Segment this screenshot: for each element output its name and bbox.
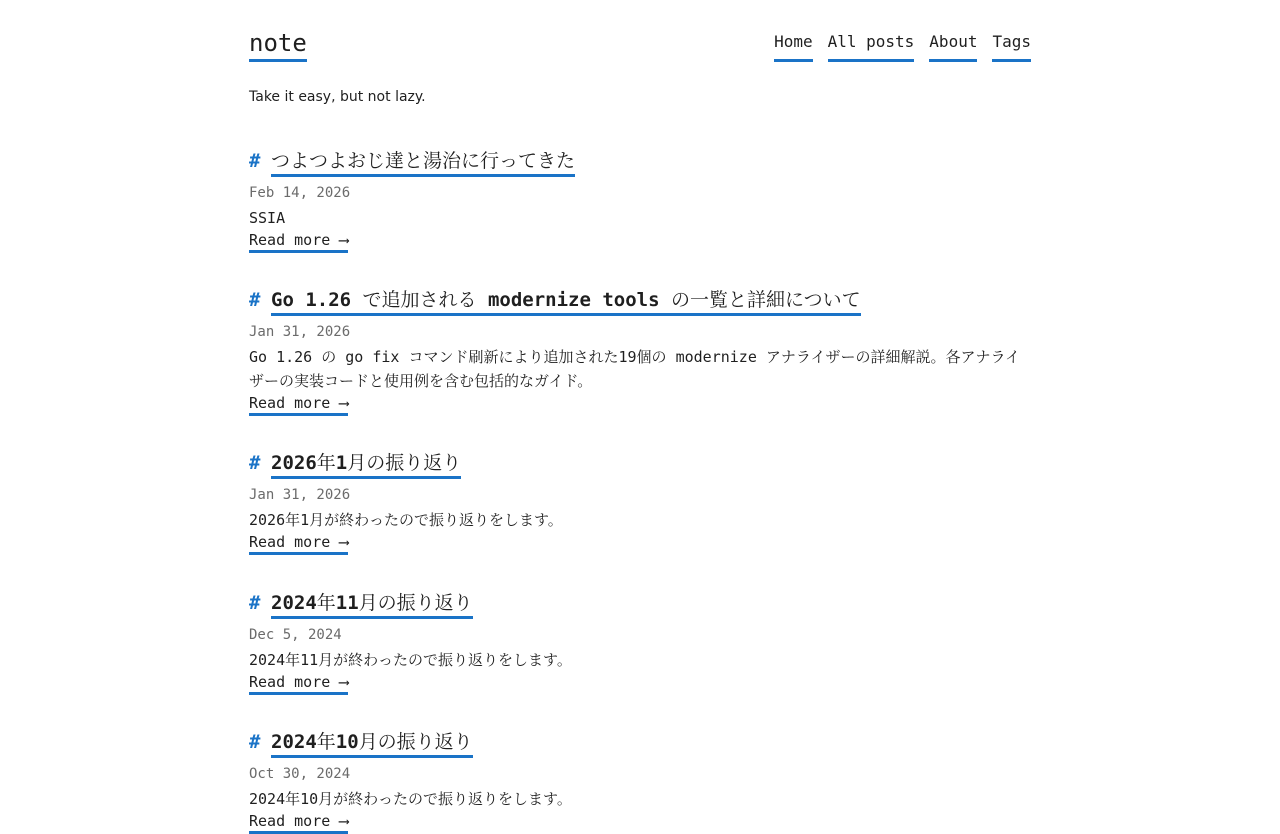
post-title-row — [249, 590, 1031, 619]
post-title-segment: 年 — [316, 592, 336, 614]
post-date: Jan 31, 2026 — [249, 324, 351, 340]
nav-tags[interactable]: Tags — [992, 31, 1031, 62]
post-item — [249, 148, 1031, 253]
post-title-link[interactable] — [271, 729, 473, 758]
post-title-segment: 年 — [316, 452, 336, 474]
post-title-segment: 月の振り返り — [358, 731, 473, 753]
post-item — [249, 450, 1031, 555]
post-title-row — [249, 148, 1031, 177]
post-title-segment: 月の振り返り — [347, 452, 462, 474]
post-title-segment: 2026 — [271, 452, 317, 474]
post-summary: 2026年1月が終わったので振り返りをします。 — [249, 511, 563, 529]
post-date: Feb 14, 2026 — [249, 185, 351, 201]
post-title-segment: 1 — [335, 452, 348, 474]
site-header — [249, 0, 1031, 70]
page-container — [249, 0, 1031, 830]
post-title-segment: 11 — [335, 592, 359, 614]
read-more-link[interactable]: Read more ⟶ — [249, 811, 348, 834]
post-title-row — [249, 287, 1031, 316]
post-title-link[interactable] — [271, 590, 473, 619]
site-tagline: Take it easy, but not lazy. — [249, 89, 426, 105]
post-title-segment: つよつよおじ達と湯治に行ってきた — [271, 150, 576, 172]
post-hash-marker: # — [249, 731, 261, 753]
post-title-segment: 年 — [316, 731, 336, 753]
post-summary: Go 1.26 の go fix コマンド刷新により追加された19個の modernize アナライザーの詳細解説。各アナライザーの実装コードと使用例を含む包括的なガイド。 — [249, 348, 1020, 390]
post-title-segment: 2024 — [271, 731, 317, 753]
read-more-link[interactable]: Read more ⟶ — [249, 230, 348, 253]
post-date: Jan 31, 2026 — [249, 487, 351, 503]
post-hash-marker: # — [249, 289, 261, 311]
post-title-segment: の一覧と詳細について — [659, 289, 861, 311]
post-summary: 2024年11月が終わったので振り返りをします。 — [249, 651, 572, 669]
post-title-segment: Go 1.26 — [271, 289, 352, 311]
post-date: Dec 5, 2024 — [249, 627, 342, 643]
post-hash-marker: # — [249, 452, 261, 474]
post-item — [249, 590, 1031, 695]
post-title-link[interactable] — [271, 450, 461, 479]
post-title-segment: で追加される — [351, 289, 488, 311]
post-summary: 2024年10月が終わったので振り返りをします。 — [249, 790, 572, 808]
post-title-segment: 2024 — [271, 592, 317, 614]
post-summary: SSIA — [249, 209, 286, 227]
post-hash-marker: # — [249, 150, 261, 172]
site-title-link[interactable]: note — [249, 28, 307, 62]
post-title-row — [249, 450, 1031, 479]
post-hash-marker: # — [249, 592, 261, 614]
read-more-link[interactable]: Read more ⟶ — [249, 393, 348, 416]
post-item — [249, 287, 1031, 416]
main-nav — [774, 31, 1031, 62]
post-item — [249, 729, 1031, 834]
read-more-link[interactable]: Read more ⟶ — [249, 672, 348, 695]
nav-home[interactable]: Home — [774, 31, 813, 62]
nav-about[interactable]: About — [929, 31, 977, 62]
post-title-segment: 月の振り返り — [358, 592, 473, 614]
nav-all-posts[interactable]: All posts — [828, 31, 915, 62]
post-title-segment: modernize tools — [487, 289, 660, 311]
post-title-link[interactable] — [271, 148, 575, 177]
post-date: Oct 30, 2024 — [249, 766, 351, 782]
post-title-row — [249, 729, 1031, 758]
post-title-segment: 10 — [335, 731, 359, 753]
post-title-link[interactable] — [271, 287, 861, 316]
read-more-link[interactable]: Read more ⟶ — [249, 532, 348, 555]
